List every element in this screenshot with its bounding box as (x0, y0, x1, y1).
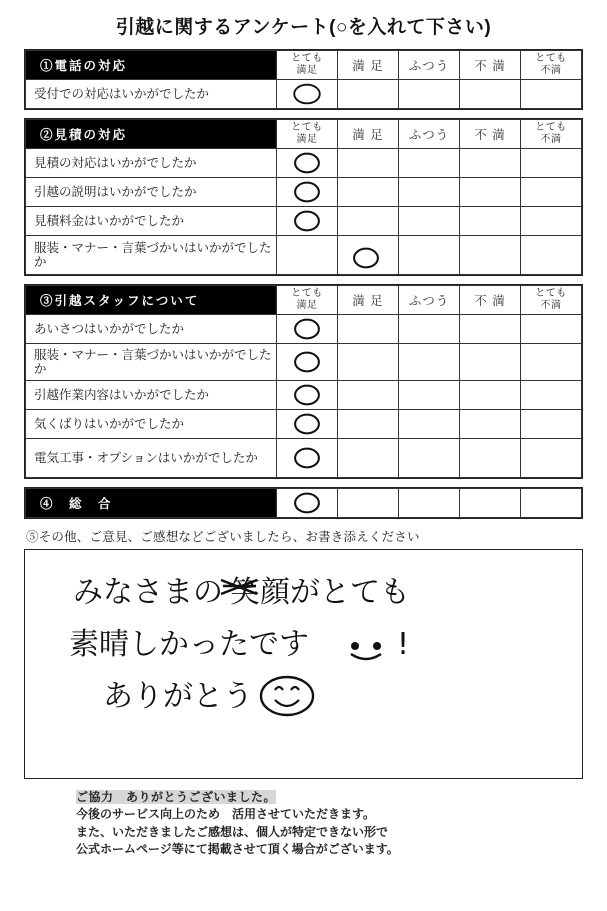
answer-cell-very-satisfied[interactable] (277, 236, 338, 275)
table-row (26, 207, 582, 236)
answer-cell-dissatisfied[interactable] (460, 236, 521, 275)
circle-mark (290, 412, 324, 436)
answer-cell-very-satisfied[interactable] (277, 315, 338, 344)
answer-cell-very-satisfied[interactable] (277, 149, 338, 178)
svg-text:素晴しかったです: 素晴しかったです (69, 627, 309, 662)
section-estimate-response (24, 118, 583, 276)
svg-text:!: ! (397, 627, 410, 662)
answer-cell-very-satisfied[interactable] (277, 207, 338, 236)
answer-cell-satisfied[interactable] (338, 381, 399, 410)
table-row (26, 344, 582, 381)
answer-cell-very-satisfied[interactable] (277, 80, 338, 109)
column-header-dissatisfied: 不 満 (460, 51, 521, 80)
column-header-satisfied: 満 足 (338, 51, 399, 80)
table-row (26, 381, 582, 410)
section-overall (24, 487, 583, 519)
answer-cell-neutral[interactable] (399, 80, 460, 109)
answer-cell-very-satisfied[interactable] (277, 410, 338, 439)
column-header-dissatisfied: 不 満 (460, 120, 521, 149)
question-label: 気くばりはいかがでしたか (26, 410, 277, 439)
question-label: 服装・マナー・言葉づかいはいかがでしたか (26, 236, 277, 275)
answer-cell-dissatisfied[interactable] (460, 80, 521, 109)
answer-cell-very-dissatisfied[interactable] (521, 344, 582, 381)
footer-note (24, 789, 583, 859)
table-row (26, 410, 582, 439)
circle-mark (290, 446, 324, 470)
table-row (26, 236, 582, 275)
answer-cell-very-satisfied[interactable] (277, 439, 338, 478)
circle-mark (290, 491, 324, 515)
answer-cell-neutral[interactable] (399, 410, 460, 439)
answer-cell-neutral[interactable] (399, 381, 460, 410)
answer-cell-neutral[interactable] (399, 315, 460, 344)
answer-cell-neutral[interactable] (399, 489, 460, 518)
table-row (26, 178, 582, 207)
column-header-dissatisfied: 不 満 (460, 286, 521, 315)
column-header-very-satisfied: とても 満足 (277, 120, 338, 149)
answer-cell-very-dissatisfied[interactable] (521, 149, 582, 178)
answer-cell-satisfied[interactable] (338, 236, 399, 275)
answer-cell-very-dissatisfied[interactable] (521, 315, 582, 344)
answer-cell-neutral[interactable] (399, 207, 460, 236)
column-header-very-dissatisfied: とても 不満 (521, 286, 582, 315)
page-title: 引越に関するアンケート(○を入れて下さい) (115, 17, 492, 38)
answer-cell-dissatisfied[interactable] (460, 344, 521, 381)
section-heading: ③引越スタッフについて (26, 286, 277, 315)
column-header-very-dissatisfied: とても 不満 (521, 51, 582, 80)
question-label: 電気工事・オプションはいかがでしたか (26, 439, 277, 478)
circle-mark (290, 383, 324, 407)
table-row (26, 315, 582, 344)
answer-cell-satisfied[interactable] (338, 315, 399, 344)
answer-cell-satisfied[interactable] (338, 207, 399, 236)
section-phone-response (24, 49, 583, 110)
free-comment-prompt: ⑤その他、ご意見、ご感想などございましたら、お書き添えください (26, 530, 420, 544)
answer-cell-dissatisfied[interactable] (460, 410, 521, 439)
answer-cell-very-dissatisfied[interactable] (521, 381, 582, 410)
answer-cell-very-satisfied[interactable] (277, 381, 338, 410)
footer-line-1: ご協力 ありがとうございました。 (76, 790, 277, 804)
question-label: あいさつはいかがでしたか (26, 315, 277, 344)
answer-cell-dissatisfied[interactable] (460, 489, 521, 518)
column-header-satisfied: 満 足 (338, 286, 399, 315)
circle-mark (290, 350, 324, 374)
answer-cell-very-dissatisfied[interactable] (521, 439, 582, 478)
column-header-satisfied: 満 足 (338, 120, 399, 149)
answer-cell-very-dissatisfied[interactable] (521, 489, 582, 518)
question-label: 見積料金はいかがでしたか (26, 207, 277, 236)
answer-cell-very-dissatisfied[interactable] (521, 236, 582, 275)
question-label: 服装・マナー・言葉づかいはいかがでしたか (26, 344, 277, 381)
answer-cell-neutral[interactable] (399, 344, 460, 381)
answer-cell-satisfied[interactable] (338, 439, 399, 478)
answer-cell-very-satisfied[interactable] (277, 489, 338, 518)
circle-mark (349, 246, 383, 270)
answer-cell-neutral[interactable] (399, 149, 460, 178)
table-row (26, 439, 582, 478)
answer-cell-satisfied[interactable] (338, 344, 399, 381)
column-header-very-dissatisfied: とても 不満 (521, 120, 582, 149)
answer-cell-neutral[interactable] (399, 439, 460, 478)
answer-cell-dissatisfied[interactable] (460, 381, 521, 410)
column-header-very-satisfied: とても 満足 (277, 286, 338, 315)
answer-cell-satisfied[interactable] (338, 80, 399, 109)
table-row (26, 149, 582, 178)
section-heading: ①電話の対応 (26, 51, 277, 80)
circle-mark (290, 180, 324, 204)
section-heading: ④ 総 合 (26, 489, 277, 518)
table-row (26, 120, 582, 149)
answer-cell-satisfied[interactable] (338, 489, 399, 518)
question-label: 見積の対応はいかがでしたか (26, 149, 277, 178)
answer-cell-dissatisfied[interactable] (460, 439, 521, 478)
circle-mark (290, 317, 324, 341)
answer-cell-dissatisfied[interactable] (460, 178, 521, 207)
column-header-very-satisfied: とても 満足 (277, 51, 338, 80)
answer-cell-very-dissatisfied[interactable] (521, 410, 582, 439)
answer-cell-dissatisfied[interactable] (460, 149, 521, 178)
svg-text:みなさまの: みなさまの (73, 575, 223, 610)
section-staff (24, 284, 583, 479)
answer-cell-very-dissatisfied[interactable] (521, 80, 582, 109)
answer-cell-dissatisfied[interactable] (460, 315, 521, 344)
column-header-neutral: ふつう (399, 286, 460, 315)
table-row (26, 286, 582, 315)
table-row (26, 51, 582, 80)
section-heading: ②見積の対応 (26, 120, 277, 149)
column-header-neutral: ふつう (399, 120, 460, 149)
svg-text:ありがとう: ありがとう (103, 679, 253, 714)
answer-cell-neutral[interactable] (399, 236, 460, 275)
answer-cell-very-dissatisfied[interactable] (521, 178, 582, 207)
answer-cell-dissatisfied[interactable] (460, 207, 521, 236)
answer-cell-satisfied[interactable] (338, 149, 399, 178)
answer-cell-satisfied[interactable] (338, 410, 399, 439)
circle-mark (290, 151, 324, 175)
footer-line-3: また、いただきましたご感想は、個人が特定できない形で (76, 824, 389, 839)
question-label: 受付での対応はいかがでしたか (26, 80, 277, 109)
svg-text:笑顔がとても: 笑顔がとても (230, 575, 410, 610)
column-header-neutral: ふつう (399, 51, 460, 80)
handwriting-drawing (25, 550, 583, 776)
free-comment-box[interactable] (24, 549, 583, 779)
table-row (26, 80, 582, 109)
footer-line-2: 今後のサービス向上のため 活用させていただきます。 (76, 807, 376, 822)
question-label: 引越作業内容はいかがでしたか (26, 381, 277, 410)
answer-cell-very-satisfied[interactable] (277, 344, 338, 381)
table-row (26, 489, 582, 518)
circle-mark (290, 209, 324, 233)
question-label: 引越の説明はいかがでしたか (26, 178, 277, 207)
answer-cell-very-dissatisfied[interactable] (521, 207, 582, 236)
answer-cell-satisfied[interactable] (338, 178, 399, 207)
footer-line-4: 公式ホームページ等にて掲載させて頂く場合がございます。 (76, 842, 399, 857)
answer-cell-neutral[interactable] (399, 178, 460, 207)
circle-mark (290, 82, 324, 106)
answer-cell-very-satisfied[interactable] (277, 178, 338, 207)
